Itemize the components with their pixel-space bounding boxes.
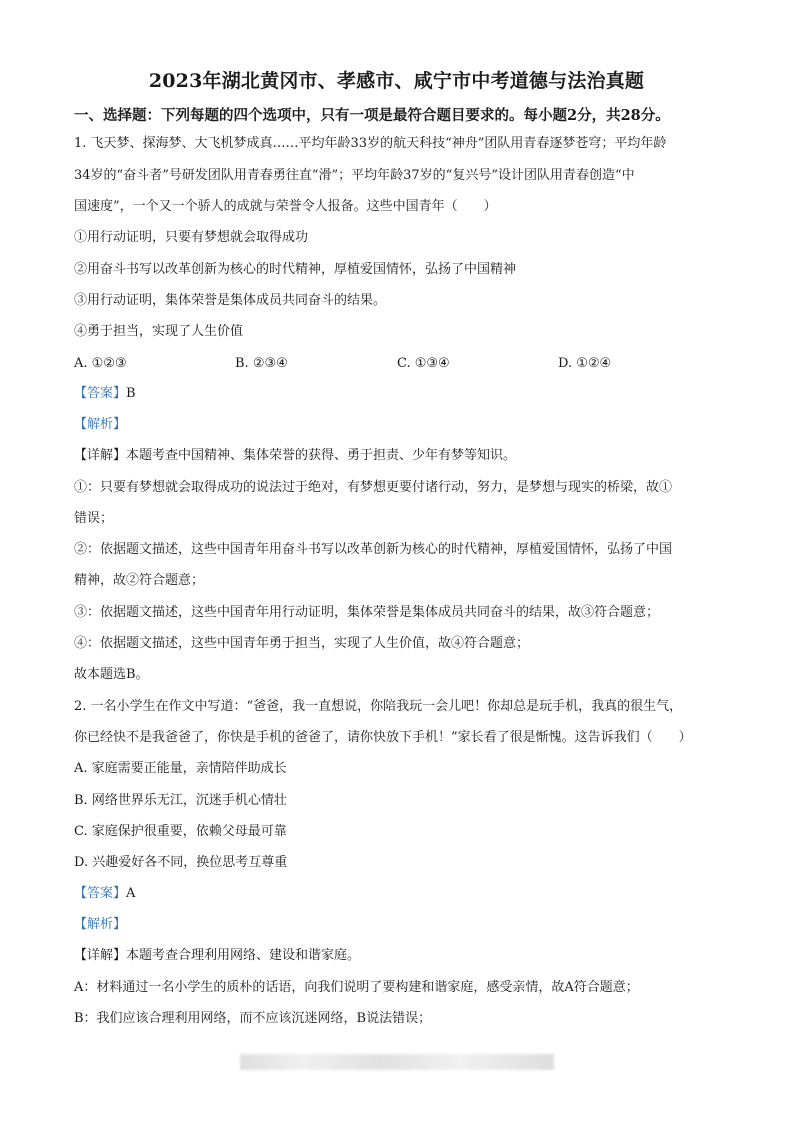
q2-detail-line: B：我们应该合理利用网络，而不应该沉迷网络，B说法错误；: [74, 1011, 432, 1026]
q2-detail-line: A：材料通过一名小学生的质朴的话语，向我们说明了要构建和谐家庭，感受亲情，故A符合题意；: [74, 980, 639, 995]
q1-option-d: D. ①②④: [558, 356, 612, 371]
answer-tag: 【答案】: [74, 386, 127, 401]
q1-statement: ①用行动证明，只要有梦想就会取得成功: [74, 230, 309, 245]
analysis-tag: 【解析】: [74, 417, 127, 432]
blurred-footer-watermark: [240, 1054, 554, 1070]
q1-detail-line: ②：依据题文描述，这些中国青年用奋斗书写以改革创新为核心的时代精神，厚植爱国情怀，弘扬了中国: [74, 542, 673, 557]
q1-detail-line: 精神，故②符合题意；: [74, 573, 205, 588]
q1-stem-line: 国速度”，一个又一个骄人的成就与荣誉令人报备。这些中国青年（ ）: [74, 199, 497, 214]
analysis-tag: 【解析】: [74, 917, 127, 932]
q1-detail-line: [74, 448, 516, 464]
q1-analysis: [74, 417, 126, 433]
detail-tag: 【详解】: [74, 448, 127, 463]
q1-detail-line: ④：依据题文描述，这些中国青年勇于担当，实现了人生价值，故④符合题意；: [74, 636, 530, 651]
answer-value: B: [126, 386, 136, 401]
q1-detail-line: ①：只要有梦想就会取得成功的说法过于绝对，有梦想更要付诸行动，努力，是梦想与现实的桥梁，故①: [74, 480, 673, 495]
detail-tag: 【详解】: [74, 948, 127, 963]
q1-statement: ②用奋斗书写以改革创新为核心的时代精神，厚植爱国情怀，弘扬了中国精神: [74, 262, 517, 277]
q1-statement: ③用行动证明，集体荣誉是集体成员共同奋斗的结果。: [74, 293, 387, 308]
q2-detail-line: [74, 948, 360, 964]
detail-text: 本题考查中国精神、集体荣誉的获得、勇于担责、少年有梦等知识。: [126, 448, 517, 463]
q1-detail-line: 故本题选B。: [74, 667, 149, 682]
detail-text: 本题考查合理利用网络、建设和谐家庭。: [126, 948, 361, 963]
q1-answer: [74, 386, 136, 402]
q1-stem-line: 34岁的“奋斗者”号研发团队用青春勇往直“滑”；平均年龄37岁的“复兴号”设计团队用青春创造“中: [74, 168, 635, 183]
q2-stem-line: 你已经快不是我爸爸了，你快是手机的爸爸了，请你快放下手机！”家长看了很是惭愧。这告诉我们（ ）: [74, 730, 692, 745]
q2-analysis: [74, 917, 126, 933]
q2-answer: [74, 886, 135, 902]
q1-option-b: B. ②③④: [235, 356, 288, 371]
q2-option-b: B. 网络世界乐无江，沉迷手机心情壮: [74, 793, 287, 808]
q1-option-c: C. ①③④: [397, 356, 450, 371]
q2-option-d: D. 兴趣爱好各不同，换位思考互尊重: [74, 855, 288, 870]
q1-detail-line: ③：依据题文描述，这些中国青年用行动证明，集体荣誉是集体成员共同奋斗的结果，故③符合题意；: [74, 605, 660, 620]
q1-statement: ④勇于担当，实现了人生价值: [74, 324, 244, 339]
answer-tag: 【答案】: [74, 886, 127, 901]
q2-stem-line: 2. 一名小学生在作文中写道：“爸爸，我一直想说，你陪我玩一会儿吧！你却总是玩手机，我真的很生气，: [74, 699, 683, 714]
section-heading: 一、选择题：下列每题的四个选项中，只有一项是最符合题目要求的。每小题2分，共28分。: [74, 107, 670, 124]
q1-stem-line: 1. 飞天梦、探海梦、大飞机梦成真……平均年龄33岁的航天科技“神舟”团队用青春逐梦苍穹；平均年龄: [74, 136, 667, 151]
q1-option-a: A. ①②③: [74, 356, 127, 371]
q2-option-a: A. 家庭需要正能量，亲情陪伴助成长: [74, 761, 287, 776]
q1-detail-line: 错误；: [74, 511, 114, 526]
q2-option-c: C. 家庭保护很重要，依赖父母最可靠: [74, 824, 287, 839]
answer-value: A: [126, 886, 136, 901]
document-title: 2023年湖北黄冈市、孝感市、咸宁市中考道德与法治真题: [148, 70, 645, 92]
